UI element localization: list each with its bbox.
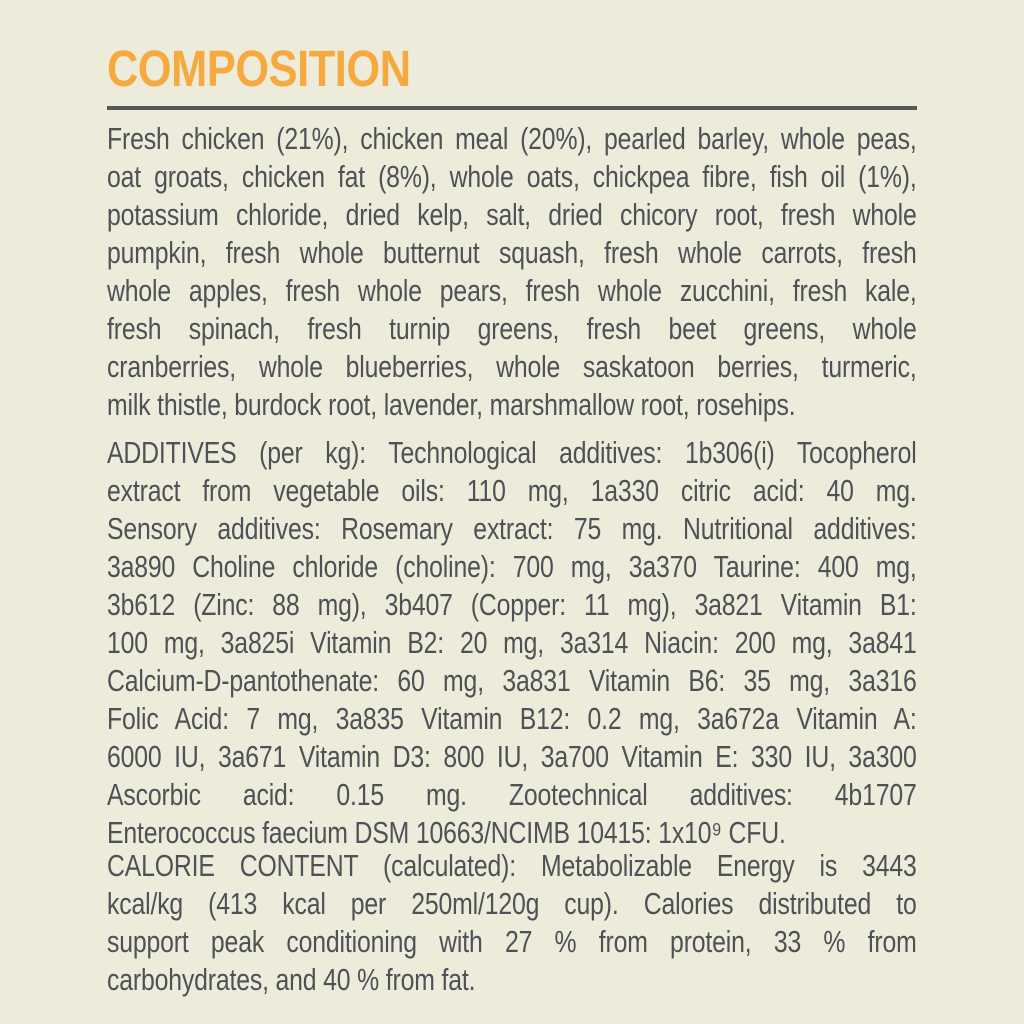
text-line: milk thistle, burdock root, lavender, marshmallow root, rosehips. [107, 387, 796, 422]
text-line: Folic Acid: 7 mg, 3a835 Vitamin B12: 0.2 mg, 3a672a Vitamin A: [107, 701, 917, 736]
text-line: carbohydrates, and 40 % from fat. [107, 962, 476, 997]
calorie-text-block [107, 847, 917, 999]
text-line: 3a890 Choline chloride (choline): 700 mg, 3a370 Taurine: 400 mg, [107, 549, 917, 584]
text-line: Enterococcus faecium DSM 10663/NCIMB 10415: 1x10⁹ CFU. [107, 815, 786, 850]
text-line: kcal/kg (413 kcal per 250ml/120g cup). Calories distributed to [107, 886, 917, 921]
text-line: extract from vegetable oils: 110 mg, 1a330 citric acid: 40 mg. [107, 473, 917, 508]
calorie-content-paragraph [107, 847, 917, 999]
text-line: fresh spinach, fresh turnip greens, fresh beet greens, whole [107, 311, 917, 346]
additives-text-block [107, 434, 917, 852]
text-line: whole apples, fresh whole pears, fresh whole zucchini, fresh kale, [107, 273, 917, 308]
text-line: Fresh chicken (21%), chicken meal (20%), pearled barley, whole peas, [107, 121, 917, 156]
text-line: ADDITIVES (per kg): Technological additives: 1b306(i) Tocopherol [107, 435, 917, 470]
text-line: oat groats, chicken fat (8%), whole oats, chickpea fibre, fish oil (1%), [107, 159, 917, 194]
text-line: Calcium-D-pantothenate: 60 mg, 3a831 Vitamin B6: 35 mg, 3a316 [107, 663, 917, 698]
text-line: cranberries, whole blueberries, whole saskatoon berries, turmeric, [107, 349, 917, 384]
divider-rule [107, 106, 917, 110]
text-line: 6000 IU, 3a671 Vitamin D3: 800 IU, 3a700 Vitamin E: 330 IU, 3a300 [107, 739, 917, 774]
ingredients-paragraph [107, 120, 917, 424]
text-line: 3b612 (Zinc: 88 mg), 3b407 (Copper: 11 mg), 3a821 Vitamin B1: [107, 587, 917, 622]
ingredients-text-block [107, 120, 917, 424]
text-line: CALORIE CONTENT (calculated): Metabolizable Energy is 3443 [107, 848, 917, 883]
text-line: pumpkin, fresh whole butternut squash, fresh whole carrots, fresh [107, 235, 917, 270]
additives-paragraph [107, 434, 917, 852]
text-line: Ascorbic acid: 0.15 mg. Zootechnical additives: 4b1707 [107, 777, 917, 812]
text-line: potassium chloride, dried kelp, salt, dried chicory root, fresh whole [107, 197, 917, 232]
text-line: Sensory additives: Rosemary extract: 75 mg. Nutritional additives: [107, 511, 917, 546]
text-line: 100 mg, 3a825i Vitamin B2: 20 mg, 3a314 Niacin: 200 mg, 3a841 [107, 625, 917, 660]
page-title: COMPOSITION [107, 40, 411, 97]
text-line: support peak conditioning with 27 % from protein, 33 % from [107, 924, 917, 959]
